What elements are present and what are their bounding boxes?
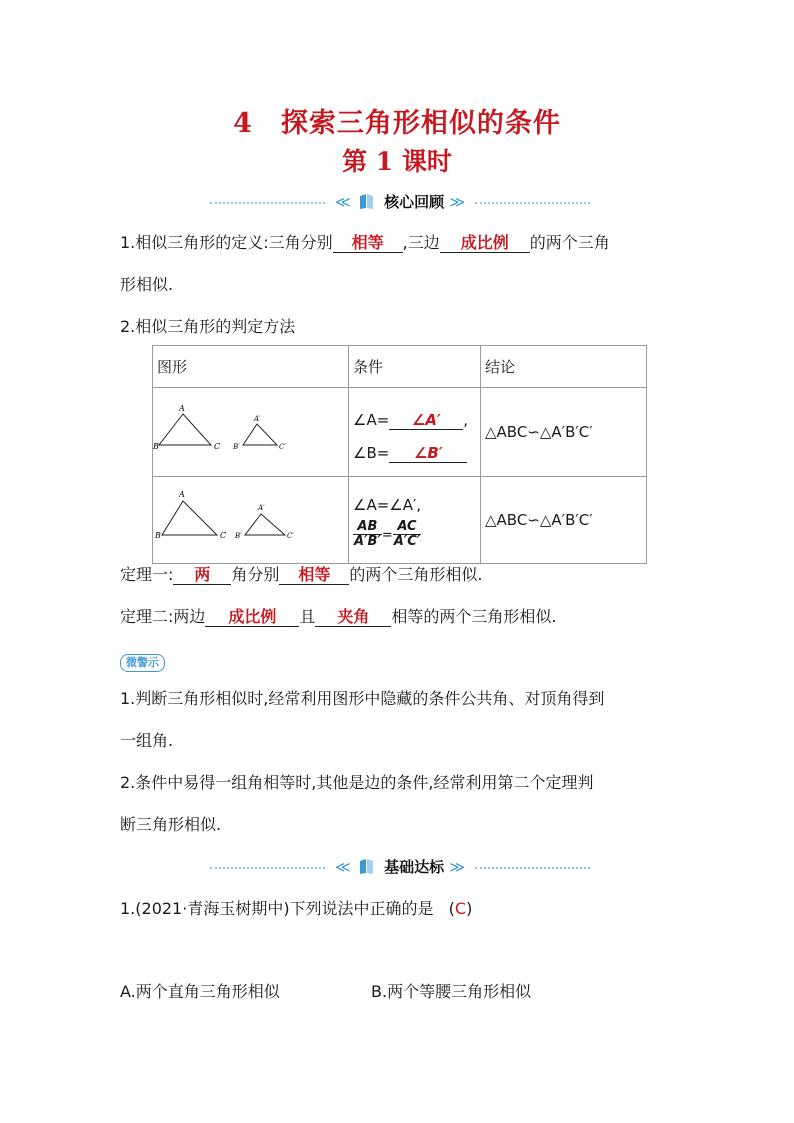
vertex-label: B′	[235, 532, 242, 540]
condition-sas: ∠A=∠A′, $\frac{AB}{A'B'}$ = $\frac{AC}{A'C'}$	[349, 477, 481, 564]
basic-q1-stem: 1.(2021·青海玉树期中)下列说法中正确的是 (C)	[120, 899, 473, 918]
table-header-figure: 图形	[153, 346, 349, 388]
vertex-label: A	[179, 404, 185, 413]
condition-angles: ∠A= ∠A′ , ∠B= ∠B′	[349, 388, 481, 477]
double-chevron-left-icon: ≪	[334, 193, 351, 211]
tip-badge: 微警示	[120, 654, 165, 672]
section-title-basic: 基础达标	[384, 858, 445, 876]
vertex-label: C	[220, 531, 227, 540]
table-header-conclusion: 结论	[481, 346, 647, 388]
tip-line: 2.条件中易得一组角相等时,其他是边的条件,经常利用第二个定理判	[120, 773, 594, 792]
dotted-divider-left	[210, 202, 325, 204]
vertex-label: C′	[287, 532, 294, 540]
ratio-fraction: $\frac{AC}{A'C'}$	[393, 518, 421, 549]
tip-line: 1.判断三角形相似时,经常利用图形中隐藏的条件公共角、对顶角得到	[120, 689, 605, 708]
tip-line: 断三角形相似.	[120, 815, 222, 834]
answer-blank: ∠B′	[389, 444, 467, 463]
dotted-divider-right	[475, 867, 590, 869]
vertex-label: C′	[279, 443, 286, 451]
vertex-label: A	[179, 490, 185, 499]
dotted-divider-right	[475, 202, 590, 204]
conclusion-1: △ABC∽△A′B′C′	[481, 388, 647, 477]
ratio-fraction: $\frac{AB}{A'B'}$	[354, 518, 381, 549]
answer-blank: ∠A′	[389, 411, 463, 430]
answer-blank: 夹角	[315, 608, 391, 627]
book-icon	[359, 193, 374, 210]
review-q1: 1.相似三角形的定义:三角分别 相等 ,三边 成比例 的两个三角	[120, 233, 610, 252]
review-q2-label: 2.相似三角形的判定方法	[120, 317, 296, 336]
similar-triangles-diagram	[153, 388, 344, 472]
answer-blank: 成比例	[440, 234, 530, 253]
answer-blank: 相等	[279, 566, 349, 585]
theorem-one: 定理一: 两 角分别 相等 的两个三角形相似.	[120, 565, 483, 584]
vertex-label: C	[214, 442, 221, 451]
option-a: A.两个直角三角形相似	[120, 982, 280, 1001]
triangle-figure-2	[153, 477, 349, 564]
vertex-label: B	[155, 531, 161, 540]
triangle-figure-1	[153, 388, 349, 477]
review-q1-line2: 形相似.	[120, 275, 174, 294]
double-chevron-right-icon: ≫	[449, 193, 466, 211]
section-title-review: 核心回顾	[384, 193, 445, 211]
lesson-title: 4 探索三角形相似的条件	[233, 108, 561, 139]
tip-line: 一组角.	[120, 731, 174, 750]
answer-blank: 成比例	[205, 608, 299, 627]
book-icon	[359, 858, 374, 875]
vertex-label: B	[153, 442, 159, 451]
similar-triangles-diagram	[153, 477, 344, 559]
criteria-table	[152, 345, 647, 564]
vertex-label: A′	[254, 415, 261, 423]
double-chevron-left-icon: ≪	[334, 858, 351, 876]
answer-bracket: (C)	[448, 899, 473, 918]
answer-blank: 相等	[333, 234, 403, 253]
dotted-divider-left	[210, 867, 325, 869]
option-b: B.两个等腰三角形相似	[371, 982, 532, 1001]
vertex-label: A′	[258, 504, 265, 512]
section-banner-review	[210, 191, 590, 215]
table-header-condition: 条件	[349, 346, 481, 388]
section-banner-basic	[210, 856, 590, 880]
answer-blank: 两	[173, 566, 231, 585]
vertex-label: B′	[233, 443, 240, 451]
answer-choice: C	[454, 899, 467, 918]
double-chevron-right-icon: ≫	[449, 858, 466, 876]
conclusion-2: △ABC∽△A′B′C′	[481, 477, 647, 564]
theorem-two: 定理二:两边 成比例 且 夹角 相等的两个三角形相似.	[120, 607, 557, 626]
lesson-subtitle: 第 1 课时	[342, 147, 452, 176]
